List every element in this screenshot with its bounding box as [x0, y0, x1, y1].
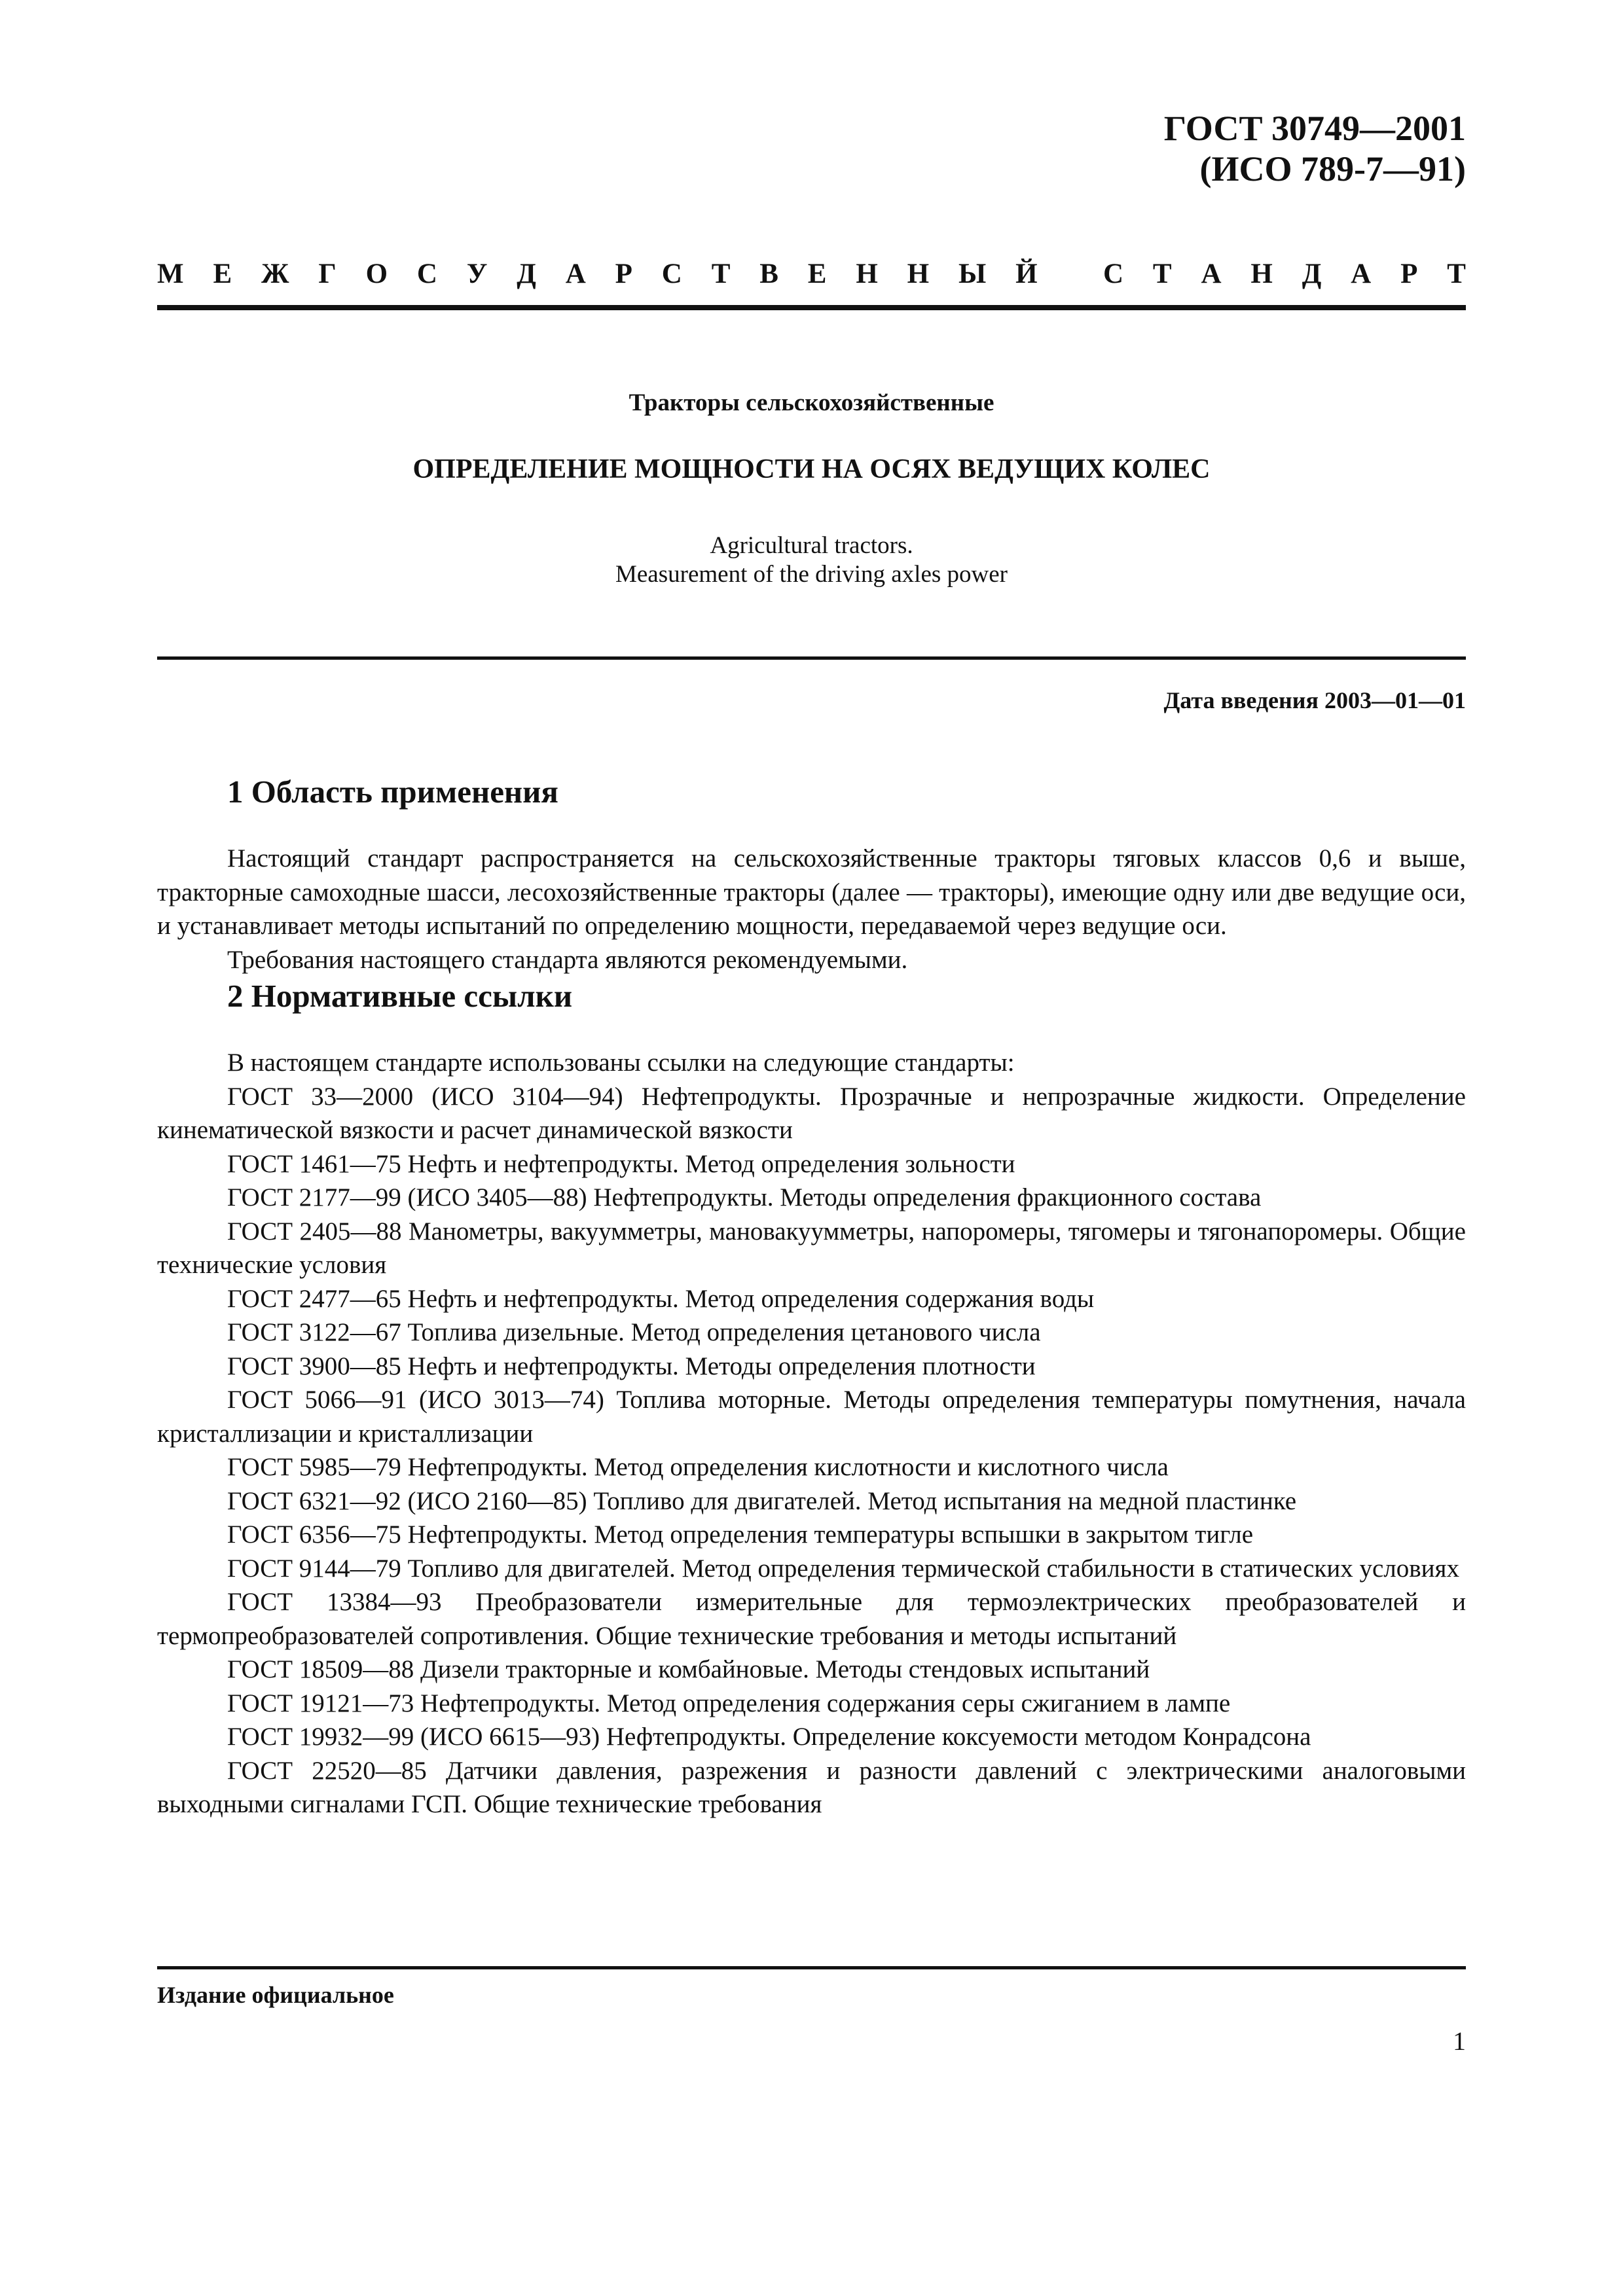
banner-l2: Е [213, 259, 232, 289]
document-subject: Тракторы сельскохозяйственные [629, 389, 994, 416]
banner-r6: А [1351, 259, 1372, 289]
section-1-paragraph: Требования настоящего стандарта являются рекомендуемыми. [227, 945, 908, 974]
normative-reference: ГОСТ 18509—88 Дизели тракторные и комбайновые. Методы стендовых испытаний [227, 1655, 1150, 1683]
banner-l10: Р [615, 259, 632, 289]
banner-r5: Д [1302, 259, 1322, 289]
english-title-line-1: Agricultural tractors. [710, 532, 913, 559]
section-2-paragraph: В настоящем стандарте использованы ссылки на следующие стандарты: [227, 1049, 1015, 1077]
normative-reference: ГОСТ 13384—93 Преобразователи измерительные для термоэлектрических преобразователей и термопреобразователей сопротивления. Общие технические требования и методы испытаний [157, 1588, 1466, 1650]
banner-r8: Т [1447, 259, 1466, 289]
english-title-line-2: Measurement of the driving axles power [615, 561, 1008, 588]
page-number: 1 [1453, 2026, 1466, 2056]
banner-l15: Н [856, 259, 878, 289]
footer-divider [157, 1966, 1466, 1969]
banner-l18: Й [1015, 259, 1038, 289]
header-divider [157, 305, 1466, 310]
section-1-heading: 1 Область применения [227, 774, 558, 810]
banner-l13: В [759, 259, 778, 289]
banner-l1: М [157, 259, 184, 289]
document-body [157, 772, 1466, 1821]
standard-number-block [1164, 108, 1466, 189]
normative-reference: ГОСТ 1461—75 Нефть и нефтепродукты. Метод определения зольности [227, 1149, 1015, 1178]
banner-l8: Д [517, 259, 536, 289]
normative-reference: ГОСТ 2477—65 Нефть и нефтепродукты. Метод определения содержания воды [227, 1284, 1095, 1313]
normative-reference: ГОСТ 3900—85 Нефть и нефтепродукты. Методы определения плотности [227, 1352, 1036, 1380]
banner-l14: Е [807, 259, 827, 289]
section-2-heading: 2 Нормативные ссылки [227, 978, 573, 1014]
interstate-standard-banner [157, 257, 1466, 291]
banner-l6: С [416, 259, 437, 289]
banner-l12: Т [711, 259, 731, 289]
banner-l16: Н [907, 259, 930, 289]
normative-reference: ГОСТ 5066—91 (ИСО 3013—74) Топлива моторные. Методы определения температуры помутнения, начала кристаллизации и кристаллизации [157, 1386, 1466, 1448]
normative-reference: ГОСТ 6321—92 (ИСО 2160—85) Топливо для двигателей. Метод испытания на медной пластинке [227, 1486, 1297, 1515]
normative-reference: ГОСТ 33—2000 (ИСО 3104—94) Нефтепродукты. Прозрачные и непрозрачные жидкости. Определение кинематической вязкости и расчет динамической вязкости [157, 1082, 1466, 1144]
banner-r7: Р [1400, 259, 1418, 289]
section-1-paragraph: Настоящий стандарт распространяется на сельскохозяйственные тракторы тяговых классов 0,6 и выше, тракторные самоходные шасси, лесохозяйственные тракторы (далее — тракторы), имеющие одну или две ведущие оси, и устанавливает методы испытаний по определению мощности, передаваемой через ведущие оси. [157, 844, 1466, 940]
banner-l4: Г [318, 259, 337, 289]
banner-r2: Т [1152, 259, 1172, 289]
title-divider [157, 656, 1466, 660]
introduction-date: Дата введения 2003—01—01 [1163, 687, 1466, 713]
banner-l17: Ы [958, 259, 987, 289]
normative-reference: ГОСТ 5985—79 Нефтепродукты. Метод определения кислотности и кислотного числа [227, 1453, 1169, 1481]
english-title [157, 531, 1466, 589]
standard-number: ГОСТ 30749—2001 [1163, 109, 1466, 148]
banner-r1: С [1103, 259, 1124, 289]
banner-l3: Ж [261, 259, 289, 289]
normative-reference: ГОСТ 19932—99 (ИСО 6615—93) Нефтепродукты. Определение коксуемости методом Конрадсона [227, 1723, 1311, 1751]
iso-number: (ИСО 789-7—91) [1199, 149, 1466, 188]
normative-reference: ГОСТ 6356—75 Нефтепродукты. Метод определения температуры вспышки в закрытом тигле [227, 1520, 1254, 1549]
banner-l9: А [565, 259, 586, 289]
banner-r3: А [1201, 259, 1222, 289]
normative-reference: ГОСТ 19121—73 Нефтепродукты. Метод определения содержания серы сжиганием в лампе [227, 1689, 1231, 1717]
banner-l11: С [661, 259, 682, 289]
banner-l5: О [365, 259, 388, 289]
normative-reference: ГОСТ 9144—79 Топливо для двигателей. Метод определения термической стабильности в статических условиях [227, 1554, 1459, 1583]
normative-reference: ГОСТ 2405—88 Манометры, вакуумметры, мановакуумметры, напоромеры, тягомеры и тягонапоромеры. Общие технические условия [157, 1217, 1466, 1279]
banner-gap [1067, 257, 1074, 291]
banner-r4: Н [1250, 259, 1273, 289]
document-title: ОПРЕДЕЛЕНИЕ МОЩНОСТИ НА ОСЯХ ВЕДУЩИХ КОЛЕС [412, 454, 1211, 484]
normative-reference: ГОСТ 2177—99 (ИСО 3405—88) Нефтепродукты. Методы определения фракционного состава [227, 1183, 1262, 1211]
normative-reference: ГОСТ 22520—85 Датчики давления, разрежения и разности давлений с электрическими аналоговыми выходными сигналами ГСП. Общие технические требования [157, 1756, 1466, 1818]
normative-reference: ГОСТ 3122—67 Топлива дизельные. Метод определения цетанового числа [227, 1318, 1041, 1346]
banner-l7: У [466, 259, 488, 289]
official-edition-label: Издание официальное [157, 1982, 394, 2008]
